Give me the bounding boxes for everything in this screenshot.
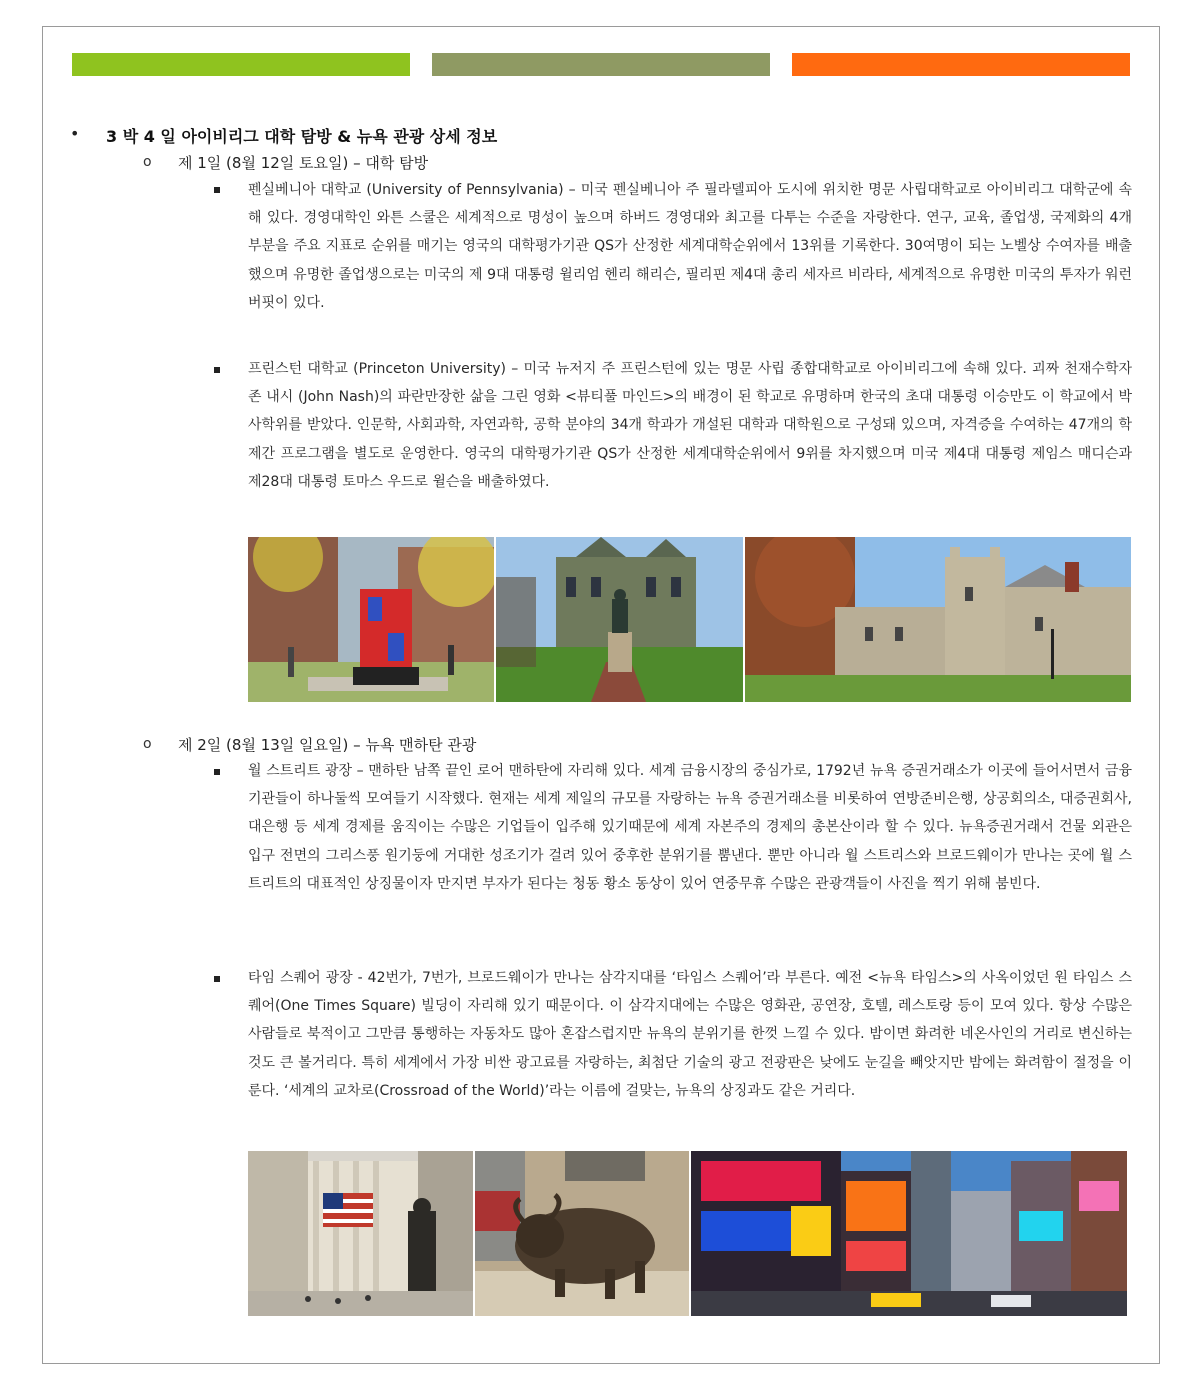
upenn-paragraph: 펜실베니아 대학교 (University of Pennsylvania) – 미국 펜실베니아 주 필라델피아 도시에 위치한 명문 사립대학교로 아이비리그 대학군에 속해 있다. 경영대학인 와튼 스쿨은 세계적으로 명성이 높으며 하버드 경영대와 최고를 다투는 수준을 자랑한다. 연구, 교육, 졸업생, 국제화의 4개 부분을 주요 지표로 순위를 매기는 영국의 대학평가기관 QS가 산정한 세계대학순위에서 13위를 기록한다. 30여명이 되는 노벨상 수여자를 배출했으며 유명한 졸업생으로는 미국의 제 9대 대통령 윌리엄 헨리 해리슨, 필리핀 제4대 총리 세자르 비라타, 세계적으로 유명한 미국의 투자가 워런 버핏이 있다. bbox=[248, 182, 1132, 311]
day1-item1-bullet bbox=[214, 187, 220, 193]
times-square-photo bbox=[691, 1151, 1127, 1316]
main-title: 3 박 4 일 아이비리그 대학 탐방 & 뉴욕 관광 상세 정보 bbox=[106, 127, 498, 146]
day1-item2-bullet bbox=[214, 367, 220, 373]
franklin-statue-photo bbox=[496, 537, 743, 702]
header-bar-green bbox=[72, 53, 410, 76]
day2-title: 제 2일 (8월 13일 일요일) – 뉴욕 맨하탄 관광 bbox=[178, 736, 477, 754]
charging-bull-photo bbox=[475, 1151, 689, 1316]
wall-street-paragraph: 월 스트리트 광장 – 맨하탄 남쪽 끝인 로어 맨하탄에 자리해 있다. 세계 금융시장의 중심가로, 1792년 뉴욕 증권거래소가 이곳에 들어서면서 금융기관들이 하나둘씩 모여들기 시작했다. 현재는 세계 제일의 규모를 자랑하는 뉴욕 증권거래소를 비롯하여 연방준비은행, 상공회의소, 대증권회사, 대은행 등 세계 경제를 움직이는 수많은 기업들이 입주해 있기때문에 세계 자본주의 경제의 총본산이라 할 수 있다. 뉴욕증권거래서 건물 외관은 입구 전면의 그리스풍 원기둥에 거대한 성조기가 걸려 있어 중후한 분위기를 뿜낸다. 뿐만 아니라 월 스트리스와 브로드웨이가 만나는 곳에 월 스트리트의 대표적인 상징물이자 만지면 부자가 된다는 청동 황소 동상이 있어 연중무휴 수많은 관광객들이 사진을 찍기 위해 붐빈다. bbox=[248, 763, 1132, 892]
header-bar-orange bbox=[792, 53, 1130, 76]
wall-street-photo bbox=[248, 1151, 473, 1316]
day2-item2-bullet bbox=[214, 976, 220, 982]
love-sculpture-photo bbox=[248, 537, 494, 702]
day1-marker: o bbox=[143, 154, 152, 170]
day2-item1-bullet bbox=[214, 769, 220, 775]
times-square-paragraph: 타임 스퀘어 광장 - 42번가, 7번가, 브로드웨이가 만나는 삼각지대를 ‘타임스 스퀘어’라 부른다. 예전 <뉴욕 타임스>의 사옥이었던 원 타임스 스퀘어(One Times Square) 빌딩이 자리해 있기 때문이다. 이 삼각지대에는 수많은 영화관, 공연장, 호텔, 레스토랑 등이 모여 있다. 항상 수많은 사람들로 북적이고 그만큼 통행하는 자동차도 많아 혼잡스럽지만 뉴욕의 분위기를 한껏 느낄 수 있다. 밤이면 화려한 네온사인의 거리로 변신하는 것도 큰 볼거리다. 특히 세계에서 가장 비싼 광고료를 자랑하는, 최첨단 기술의 광고 전광판은 낮에도 눈길을 빼앗지만 밤에는 화려함이 절정을 이룬다. ‘세계의 교차로(Crossroad of the World)’라는 이름에 걸맞는, 뉴욕의 상징과도 같은 거리다. bbox=[248, 970, 1132, 1099]
day1-title: 제 1일 (8월 12일 토요일) – 대학 탐방 bbox=[178, 154, 429, 172]
main-bullet: • bbox=[70, 124, 80, 143]
princeton-building-photo bbox=[745, 537, 1131, 702]
princeton-paragraph: 프린스턴 대학교 (Princeton University) – 미국 뉴저지 주 프린스턴에 있는 명문 사립 종합대학교로 아이비리그에 속해 있다. 괴짜 천재수학자 존 내시 (John Nash)의 파란만장한 삶을 그린 영화 <뷰티풀 마인드>의 배경이 된 학교로 유명하며 한국의 초대 대통령 이승만도 이 학교에서 박사학위를 받았다. 인문학, 사회과학, 자연과학, 공학 분야의 34개 학과가 개설된 대학과 대학원으로 구성돼 있으며, 자격증을 수여하는 47개의 학제간 프로그램을 별도로 운영한다. 영국의 대학평가기관 QS가 산정한 세계대학순위에서 9위를 차지했으며 미국 제4대 대통령 제임스 매디슨과 제28대 대통령 토마스 우드로 윌슨을 배출하였다. bbox=[248, 361, 1132, 490]
day2-marker: o bbox=[143, 736, 152, 752]
header-bar-olive bbox=[432, 53, 770, 76]
